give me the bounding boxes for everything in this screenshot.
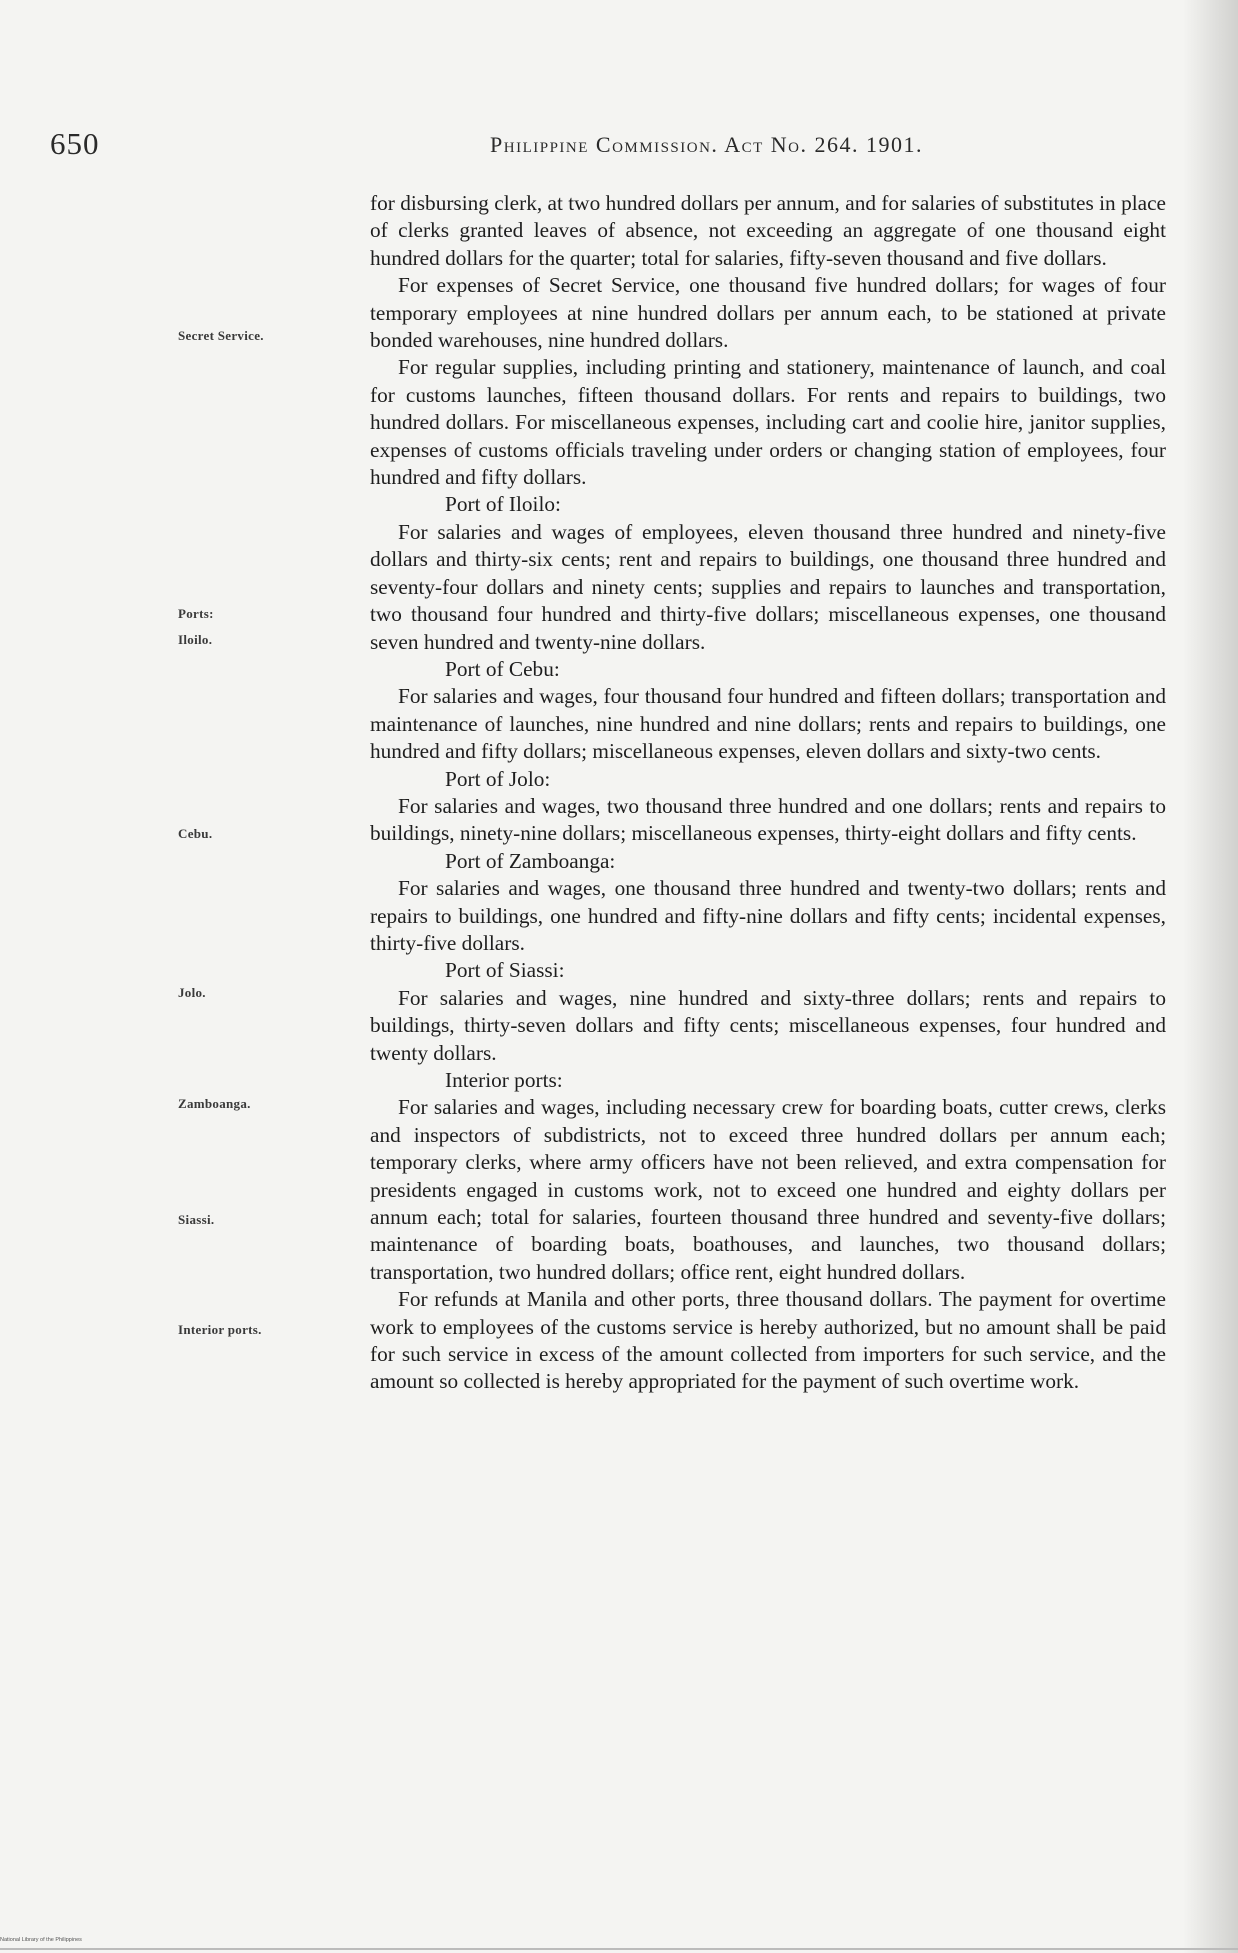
- page-edge-shadow: [1183, 0, 1238, 1953]
- paragraph-jolo: For salaries and wages, two thousand three hundred and one dollars; rents and repairs to buildings, ninety-nine dollars; miscellaneous expenses, thirty-eight dollars and fifty cents.: [370, 793, 1166, 846]
- margin-note-iloilo: Iloilo.: [178, 632, 213, 647]
- margin-note-zamboanga: Zamboanga.: [178, 1096, 251, 1111]
- paragraph-cebu: For salaries and wages, four thousand four hundred and fifteen dollars; transportation and maintenance of launches, nine hundred and nine dollars; rents and repairs to buildings, one hundred and fifty dollars; miscellaneous expenses, eleven dollars and sixty-two cents.: [370, 684, 1166, 764]
- scan-credit: National Library of the Philippines: [0, 1937, 82, 1943]
- page-number: 650: [50, 126, 100, 161]
- paragraph-secret-service: For expenses of Secret Service, one thousand five hundred dollars; for wages of four temporary employees at nine hundred dollars per annum each, to be stationed at private bonded warehouses, nine hundred dollars.: [370, 273, 1166, 353]
- page-body-text: [370, 190, 1166, 1396]
- margin-note-cebu: Cebu.: [178, 826, 213, 841]
- heading-port-of-cebu: Port of Cebu:: [445, 656, 560, 681]
- heading-port-of-jolo: Port of Jolo:: [445, 766, 551, 791]
- heading-port-of-zamboanga: Port of Zamboanga:: [445, 848, 616, 873]
- margin-note-secret-service: Secret Service.: [178, 328, 264, 343]
- paragraph-iloilo: For salaries and wages of employees, eleven thousand three hundred and ninety-five dollars and thirty-six cents; rent and repairs to buildings, one thousand three hundred and seventy-four dollars and ninety cents; supplies and repairs to launches and transportation, two thousand four hundred and thirty-five dollars; miscellaneous expenses, one thousand seven hundred and twenty-nine dollars.: [370, 519, 1166, 654]
- margin-note-interior-ports: Interior ports.: [178, 1322, 262, 1337]
- margin-note-ports: Ports:: [178, 606, 214, 621]
- margin-note-jolo: Jolo.: [178, 985, 206, 1000]
- paragraph-refunds-overtime: For refunds at Manila and other ports, three thousand dollars. The payment for overtime work to employees of the customs service is hereby authorized, but no amount shall be paid for such service in excess of the amount collected from importers for such service, and the amount so collected is hereby appropriated for the payment of such overtime work.: [370, 1287, 1166, 1394]
- paragraph-siassi: For salaries and wages, nine hundred and sixty-three dollars; rents and repairs to buildings, thirty-seven dollars and fifty cents; miscellaneous expenses, four hundred and twenty dollars.: [370, 985, 1166, 1065]
- running-head: Philippine Commission. Act No. 264. 1901.: [490, 132, 923, 157]
- margin-note-siassi: Siassi.: [178, 1212, 215, 1227]
- paragraph-regular-supplies: For regular supplies, including printing and stationery, maintenance of launch, and coal for customs launches, fifteen thousand dollars. For rents and repairs to buildings, two hundred dollars. For miscellaneous expenses, including cart and coolie hire, janitor supplies, expenses of customs officials traveling under orders or changing station of employees, four hundred and fifty dollars.: [370, 355, 1166, 490]
- paragraph-zamboanga: For salaries and wages, one thousand three hundred and twenty-two dollars; rents and repairs to buildings, one hundred and fifty-nine dollars and fifty cents; incidental expenses, thirty-five dollars.: [370, 876, 1166, 955]
- heading-port-of-iloilo: Port of Iloilo:: [445, 492, 561, 517]
- heading-interior-ports: Interior ports:: [445, 1068, 563, 1092]
- footer-rule: [0, 1948, 1238, 1950]
- paragraph-salaries-continued: for disbursing clerk, at two hundred dollars per annum, and for salaries of substitutes in place of clerks granted leaves of absence, not exceeding an aggregate of one thousand eight hundred dollars for the quarter; total for salaries, fifty-seven thousand and five dollars.: [370, 191, 1166, 270]
- heading-port-of-siassi: Port of Siassi:: [445, 958, 565, 983]
- paragraph-interior-ports: For salaries and wages, including necessary crew for boarding boats, cutter crews, clerks and inspectors of subdistricts, not to exceed three hundred dollars per annum each; temporary clerks, where army officers have not been relieved, and extra compensation for presidents engaged in customs work, not to exceed one hundred and eighty dollars per annum each; total for salaries, fourteen thousand three hundred and seventy-five dollars; maintenance of boarding boats, boathouses, and launches, two thousand dollars; transportation, two hundred dollars; office rent, eight hundred dollars.: [370, 1095, 1166, 1284]
